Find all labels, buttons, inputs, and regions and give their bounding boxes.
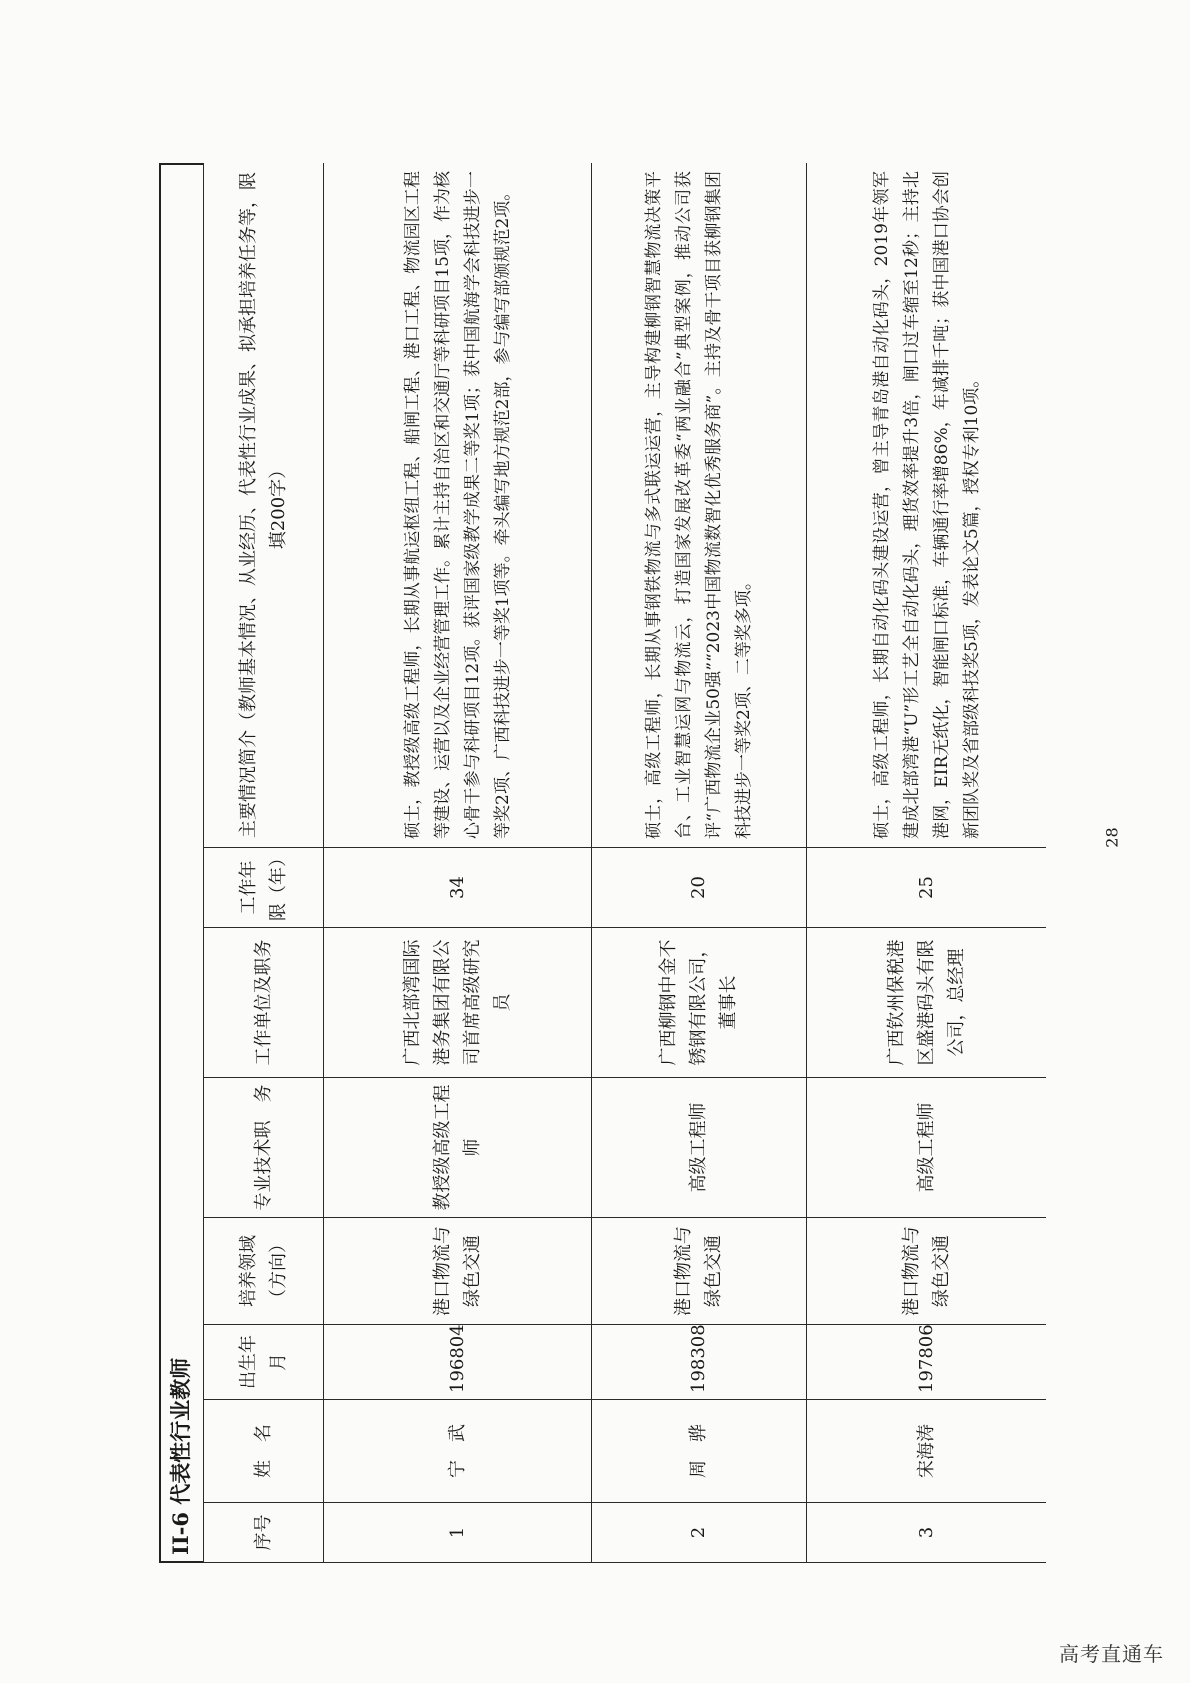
cell-name: 宁 武	[324, 1400, 592, 1503]
teacher-table	[203, 163, 1046, 1563]
cell-unit: 广西钦州保税港区盛港码头有限公司，总经理	[807, 928, 1047, 1078]
header-name: 姓 名	[204, 1400, 324, 1503]
cell-years: 20	[592, 848, 807, 928]
cell-unit: 广西北部湾国际港务集团有限公司首席高级研究员	[324, 928, 592, 1078]
cell-field: 港口物流与绿色交通	[807, 1218, 1047, 1325]
cell-seq: 3	[807, 1503, 1047, 1563]
cell-seq: 2	[592, 1503, 807, 1563]
rotated-form-sheet	[159, 163, 1046, 1563]
cell-title: 高级工程师	[592, 1078, 807, 1218]
header-seq: 序号	[204, 1503, 324, 1563]
table-header-row	[204, 163, 324, 1563]
cell-field: 港口物流与绿色交通	[324, 1218, 592, 1325]
header-title: 专业技术职 务	[204, 1078, 324, 1218]
cell-birth: 198308	[592, 1325, 807, 1400]
landscape-form	[159, 163, 1046, 1563]
cell-bio: 硕士，高级工程师，长期自动化码头建设运营，曾主导青岛港自动化码头，2019年领军建成北部湾港“U”形工艺全自动化码头，理货效率提升3倍，闸口过车缩至12秒；主持北港网，EIR无纸化，智能闸口标准，车辆通行率增86%，年减排千吨；获中国港口协会创新团队奖及省部级科技奖5项，发表论文5篇，授权专利10项。	[807, 163, 1047, 848]
table-row	[324, 163, 592, 1563]
cell-bio: 硕士，教授级高级工程师，长期从事航运枢纽工程、船闸工程、港口工程、物流园区工程等建设、运营以及企业经营管理工作。累计主持自治区和交通厅等科研项目15项，作为核心骨干参与科研项目12项。获评国家级教学成果二等奖1项；获中国航海学会科技进步一等奖2项、广西科技进步一等奖1项等。牵头编写地方规范2部，参与编写部颁规范2项。	[324, 163, 592, 848]
table-row	[592, 163, 807, 1563]
page-number: 28	[1102, 827, 1122, 848]
cell-birth: 196804	[324, 1325, 592, 1400]
header-years: 工作年限（年）	[204, 848, 324, 928]
header-unit: 工作单位及职务	[204, 928, 324, 1078]
watermark: 高考直通车	[1059, 1642, 1164, 1666]
cell-years: 25	[807, 848, 1047, 928]
section-title: II-6 代表性行业教师	[159, 163, 203, 1563]
cell-bio: 硕士，高级工程师，长期从事钢铁物流与多式联运运营，主导构建柳钢智慧物流决策平台、工业智慧运网与物流云，打造国家发展改革委“两业融合”典型案例，推动公司获评“广西物流企业50强”“2023中国物流数智化优秀服务商”。主持及骨干项目获柳钢集团科技进步一等奖2项、二等奖多项。	[592, 163, 807, 848]
cell-title: 高级工程师	[807, 1078, 1047, 1218]
header-field: 培养领域（方向）	[204, 1218, 324, 1325]
cell-field: 港口物流与绿色交通	[592, 1218, 807, 1325]
cell-birth: 197806	[807, 1325, 1047, 1400]
cell-title: 教授级高级工程师	[324, 1078, 592, 1218]
header-bio: 主要情况简介（教师基本情况、从业经历、代表性行业成果、拟承担培养任务等，限填200字）	[204, 163, 324, 848]
cell-unit: 广西柳钢中金不锈钢有限公司，董事长	[592, 928, 807, 1078]
cell-name: 宋海涛	[807, 1400, 1047, 1503]
cell-seq: 1	[324, 1503, 592, 1563]
table-row	[807, 163, 1047, 1563]
cell-name: 周 骅	[592, 1400, 807, 1503]
cell-years: 34	[324, 848, 592, 928]
header-birth: 出生年月	[204, 1325, 324, 1400]
